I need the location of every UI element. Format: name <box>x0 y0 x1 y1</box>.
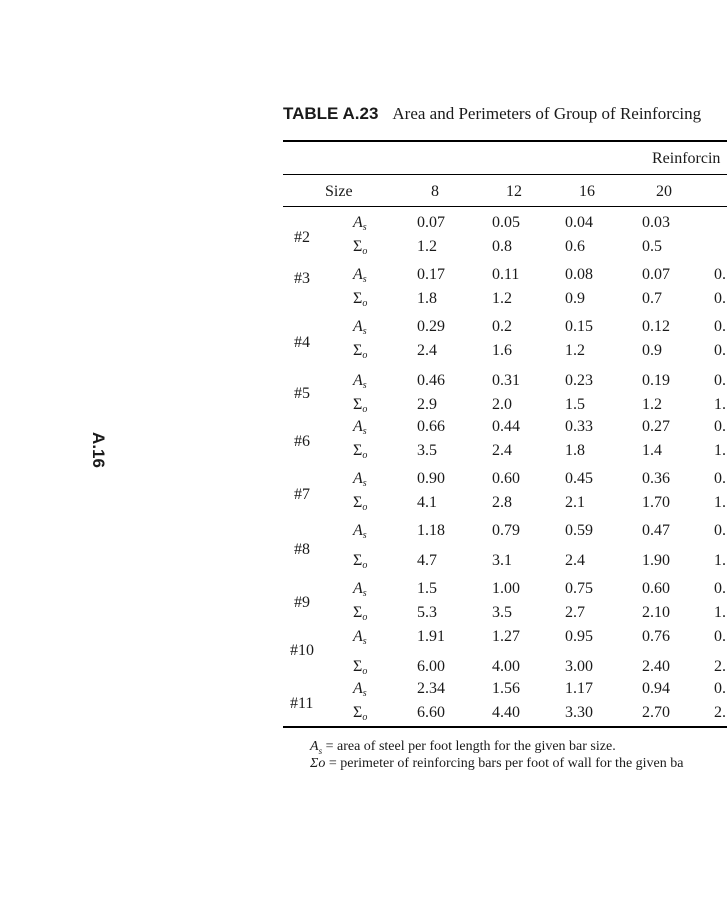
area-value: 0.07 <box>642 266 670 283</box>
clipped-value: 1. <box>714 604 726 621</box>
area-value: 0.75 <box>565 580 593 597</box>
area-symbol: $A_s$ <box>353 266 367 285</box>
area-symbol: $A_s$ <box>353 318 367 337</box>
perimeter-value: 0.7 <box>642 290 662 307</box>
area-symbol: $A_s$ <box>353 418 367 437</box>
bar-size: #9 <box>294 594 310 611</box>
area-value: 0.27 <box>642 418 670 435</box>
table-title: Area and Perimeters of Group of Reinforcing <box>392 104 702 123</box>
area-value: 0.45 <box>565 470 593 487</box>
area-value: 0.79 <box>492 522 520 539</box>
area-symbol: $A_s$ <box>353 214 367 233</box>
bar-size: #4 <box>294 334 310 351</box>
area-value: 0.59 <box>565 522 593 539</box>
perimeter-value: 4.1 <box>417 494 437 511</box>
area-value: 0.19 <box>642 372 670 389</box>
bar-size: #7 <box>294 486 310 503</box>
clipped-value: 1. <box>714 494 726 511</box>
bar-size: #3 <box>294 270 310 287</box>
perimeter-value: 1.5 <box>565 396 585 413</box>
area-value: 0.04 <box>565 214 593 231</box>
area-value: 0.31 <box>492 372 520 389</box>
clipped-value: 2. <box>714 704 726 721</box>
perimeter-value: 1.8 <box>565 442 585 459</box>
perimeter-value: 2.4 <box>417 342 437 359</box>
perimeter-value: 2.0 <box>492 396 512 413</box>
perimeter-value: 3.1 <box>492 552 512 569</box>
perimeter-symbol: $\Sigma_o$ <box>353 442 368 461</box>
bar-size: #6 <box>294 433 310 450</box>
area-value: 0.95 <box>565 628 593 645</box>
area-value: 1.56 <box>492 680 520 697</box>
area-symbol: $A_s$ <box>353 628 367 647</box>
area-value: 0.08 <box>565 266 593 283</box>
area-value: 0.2 <box>492 318 512 335</box>
perimeter-value: 3.5 <box>492 604 512 621</box>
header-rule <box>283 174 727 175</box>
area-value: 0.66 <box>417 418 445 435</box>
perimeter-value: 2.4 <box>565 552 585 569</box>
area-value: 1.5 <box>417 580 437 597</box>
area-value: 0.36 <box>642 470 670 487</box>
area-value: 0.47 <box>642 522 670 539</box>
perimeter-value: 2.10 <box>642 604 670 621</box>
perimeter-value: 2.70 <box>642 704 670 721</box>
size-header: Size <box>325 183 353 200</box>
footnote-so <box>310 755 683 772</box>
clipped-value: 1. <box>714 396 726 413</box>
perimeter-value: 4.7 <box>417 552 437 569</box>
clipped-value: 0. <box>714 372 726 389</box>
page-side-label: A.16 <box>88 432 108 468</box>
clipped-value: 0. <box>714 470 726 487</box>
area-value: 0.17 <box>417 266 445 283</box>
area-symbol: $A_s$ <box>353 580 367 599</box>
area-value: 1.17 <box>565 680 593 697</box>
perimeter-value: 5.3 <box>417 604 437 621</box>
perimeter-value: 0.9 <box>642 342 662 359</box>
bar-size: #5 <box>294 385 310 402</box>
group-header: Reinforcin <box>652 150 721 167</box>
area-symbol: $A_s$ <box>353 372 367 391</box>
spacing-header: 12 <box>506 183 522 200</box>
perimeter-value: 1.4 <box>642 442 662 459</box>
perimeter-symbol: $\Sigma_o$ <box>353 704 368 723</box>
header-bottom-rule <box>283 206 727 207</box>
area-value: 0.03 <box>642 214 670 231</box>
area-value: 1.18 <box>417 522 445 539</box>
perimeter-symbol: $\Sigma_o$ <box>353 552 368 571</box>
perimeter-value: 1.70 <box>642 494 670 511</box>
area-value: 0.44 <box>492 418 520 435</box>
area-value: 0.23 <box>565 372 593 389</box>
area-value: 1.00 <box>492 580 520 597</box>
perimeter-value: 2.4 <box>492 442 512 459</box>
perimeter-value: 2.9 <box>417 396 437 413</box>
area-value: 1.27 <box>492 628 520 645</box>
clipped-value: 0. <box>714 266 726 283</box>
area-value: 0.60 <box>492 470 520 487</box>
bar-size: #11 <box>290 695 314 712</box>
area-value: 2.34 <box>417 680 445 697</box>
area-value: 0.05 <box>492 214 520 231</box>
area-value: 0.07 <box>417 214 445 231</box>
perimeter-symbol: $\Sigma_o$ <box>353 494 368 513</box>
clipped-value: 0. <box>714 628 726 645</box>
perimeter-symbol: $\Sigma_o$ <box>353 604 368 623</box>
perimeter-value: 3.5 <box>417 442 437 459</box>
area-value: 0.60 <box>642 580 670 597</box>
area-value: 0.94 <box>642 680 670 697</box>
clipped-value: 0. <box>714 318 726 335</box>
clipped-value: 0. <box>714 290 726 307</box>
footnote-as-text: = area of steel per foot length for the given bar size. <box>322 739 616 754</box>
spacing-header: 16 <box>579 183 595 200</box>
perimeter-value: 3.00 <box>565 658 593 675</box>
area-value: 0.46 <box>417 372 445 389</box>
table-bottom-rule <box>283 726 727 728</box>
perimeter-symbol: $\Sigma_o$ <box>353 290 368 309</box>
perimeter-value: 1.2 <box>492 290 512 307</box>
area-value: 0.29 <box>417 318 445 335</box>
area-symbol: $A_s$ <box>353 680 367 699</box>
spacing-header: 20 <box>656 183 672 200</box>
perimeter-value: 0.9 <box>565 290 585 307</box>
area-value: 0.90 <box>417 470 445 487</box>
perimeter-value: 2.1 <box>565 494 585 511</box>
perimeter-value: 0.5 <box>642 238 662 255</box>
perimeter-value: 3.30 <box>565 704 593 721</box>
bar-size: #10 <box>290 642 314 659</box>
table-top-rule <box>283 140 727 142</box>
perimeter-symbol: $\Sigma_o$ <box>353 342 368 361</box>
clipped-value: 0. <box>714 680 726 697</box>
area-value: 0.33 <box>565 418 593 435</box>
perimeter-value: 1.2 <box>565 342 585 359</box>
area-symbol: $A_s$ <box>353 470 367 489</box>
bar-size: #2 <box>294 229 310 246</box>
bar-size: #8 <box>294 541 310 558</box>
clipped-value: 1. <box>714 552 726 569</box>
perimeter-value: 1.2 <box>417 238 437 255</box>
perimeter-value: 2.7 <box>565 604 585 621</box>
perimeter-value: 1.2 <box>642 396 662 413</box>
area-value: 1.91 <box>417 628 445 645</box>
perimeter-value: 1.8 <box>417 290 437 307</box>
perimeter-value: 1.90 <box>642 552 670 569</box>
clipped-value: 0. <box>714 342 726 359</box>
spacing-header: 8 <box>431 183 439 200</box>
perimeter-value: 4.40 <box>492 704 520 721</box>
perimeter-value: 0.8 <box>492 238 512 255</box>
perimeter-value: 2.40 <box>642 658 670 675</box>
footnote-as-symbol: $A_s$ <box>310 739 323 756</box>
perimeter-symbol: $\Sigma_o$ <box>353 238 368 257</box>
perimeter-symbol: $\Sigma_o$ <box>353 396 368 415</box>
clipped-value: 0. <box>714 522 726 539</box>
footnote-so-text: = perimeter of reinforcing bars per foot of wall for the given ba <box>325 756 684 771</box>
perimeter-value: 6.00 <box>417 658 445 675</box>
perimeter-value: 1.6 <box>492 342 512 359</box>
area-value: 0.12 <box>642 318 670 335</box>
clipped-value: 0. <box>714 418 726 435</box>
area-value: 0.11 <box>492 266 520 283</box>
table-id: TABLE A.23 <box>283 104 379 123</box>
area-value: 0.15 <box>565 318 593 335</box>
perimeter-value: 0.6 <box>565 238 585 255</box>
clipped-value: 2. <box>714 658 726 675</box>
perimeter-value: 6.60 <box>417 704 445 721</box>
clipped-value: 1. <box>714 442 726 459</box>
clipped-value: 0. <box>714 580 726 597</box>
perimeter-value: 2.8 <box>492 494 512 511</box>
area-value: 0.76 <box>642 628 670 645</box>
footnote-so-symbol: Σo <box>310 756 326 771</box>
area-symbol: $A_s$ <box>353 522 367 541</box>
perimeter-value: 4.00 <box>492 658 520 675</box>
table-caption <box>283 104 701 124</box>
perimeter-symbol: $\Sigma_o$ <box>353 658 368 677</box>
